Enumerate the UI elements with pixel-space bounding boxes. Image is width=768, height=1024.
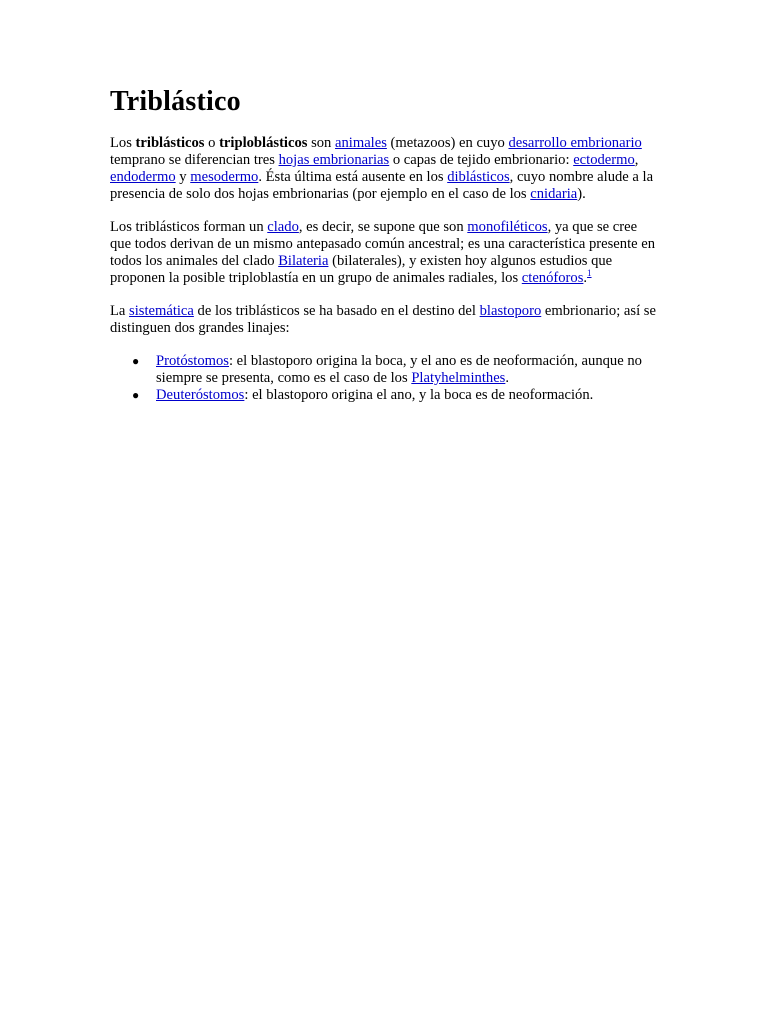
bullet-icon: ● (132, 354, 140, 368)
text: Los (110, 135, 136, 151)
text: son (307, 135, 336, 151)
link-hojas-embrionarias[interactable]: hojas embrionarias (278, 152, 390, 168)
list-item (132, 387, 658, 404)
list-item (132, 353, 658, 387)
link-animales[interactable]: animales (335, 135, 387, 151)
lineage-list (110, 353, 658, 404)
text: , (634, 152, 639, 168)
text: Los triblásticos forman un (110, 219, 268, 235)
text: : el blastoporo origina la boca, y el ano es de neoformación, aunque no siempre se presenta, como es el caso de los (156, 353, 642, 386)
paragraph-clado (110, 219, 658, 287)
reference-link-1[interactable]: 1 (587, 268, 592, 278)
paragraph-sistematica (110, 303, 658, 337)
bullet-icon: ● (132, 388, 140, 402)
page-title: Triblástico (110, 86, 241, 117)
link-sistematica[interactable]: sistemática (129, 303, 194, 319)
text: . (505, 370, 510, 386)
link-platyhelminthes[interactable]: Platyhelminthes (411, 370, 506, 386)
link-protostomos[interactable]: Protóstomos (156, 353, 229, 369)
text: temprano se diferencian tres (110, 152, 279, 168)
text: de los triblásticos se ha basado en el destino del (193, 303, 480, 319)
text: o (204, 135, 220, 151)
text: . Ésta última está ausente en los (258, 169, 448, 185)
link-deuterostomos[interactable]: Deuteróstomos (156, 387, 245, 403)
term-triploblasticos: triploblásticos (219, 135, 308, 151)
link-mesodermo[interactable]: mesodermo (190, 169, 259, 185)
link-endodermo[interactable]: endodermo (110, 169, 176, 185)
link-clado[interactable]: clado (267, 219, 299, 235)
text: , ya que se cree que todos derivan de un mismo antepasado común ancestral; es una característica presente en todos los animales del clado (110, 219, 656, 269)
text: , cuyo nombre alude a la presencia de solo dos hojas embrionarias (por ejemplo en el caso de los (110, 169, 654, 202)
paragraph-intro (110, 135, 658, 203)
link-blastoporo[interactable]: blastoporo (479, 303, 542, 319)
link-monofileticos[interactable]: monofiléticos (467, 219, 548, 235)
link-bilateria[interactable]: Bilateria (278, 253, 329, 269)
article (110, 84, 658, 404)
link-ectodermo[interactable]: ectodermo (573, 152, 635, 168)
text: , es decir, se supone que son (298, 219, 468, 235)
text: o capas de tejido embrionario: (389, 152, 574, 168)
link-ctenoforos[interactable]: ctenóforos (521, 270, 584, 286)
text: (bilaterales), y existen hoy algunos estudios que proponen la posible triploblastía en un grupo de animales radiales, los (110, 253, 613, 286)
link-desarrollo-embrionario[interactable]: desarrollo embrionario (508, 135, 642, 151)
text: embrionario; así se distinguen dos grandes linajes: (110, 303, 656, 336)
text: . (583, 270, 588, 286)
text: ). (577, 186, 586, 202)
text: La (110, 303, 130, 319)
text: y (175, 169, 191, 185)
link-diblasticos[interactable]: diblásticos (447, 169, 510, 185)
text: (metazoos) en cuyo (386, 135, 509, 151)
link-cnidaria[interactable]: cnidaria (530, 186, 578, 202)
term-triblasticos: triblásticos (135, 135, 205, 151)
text: : el blastoporo origina el ano, y la boca es de neoformación. (244, 387, 594, 403)
